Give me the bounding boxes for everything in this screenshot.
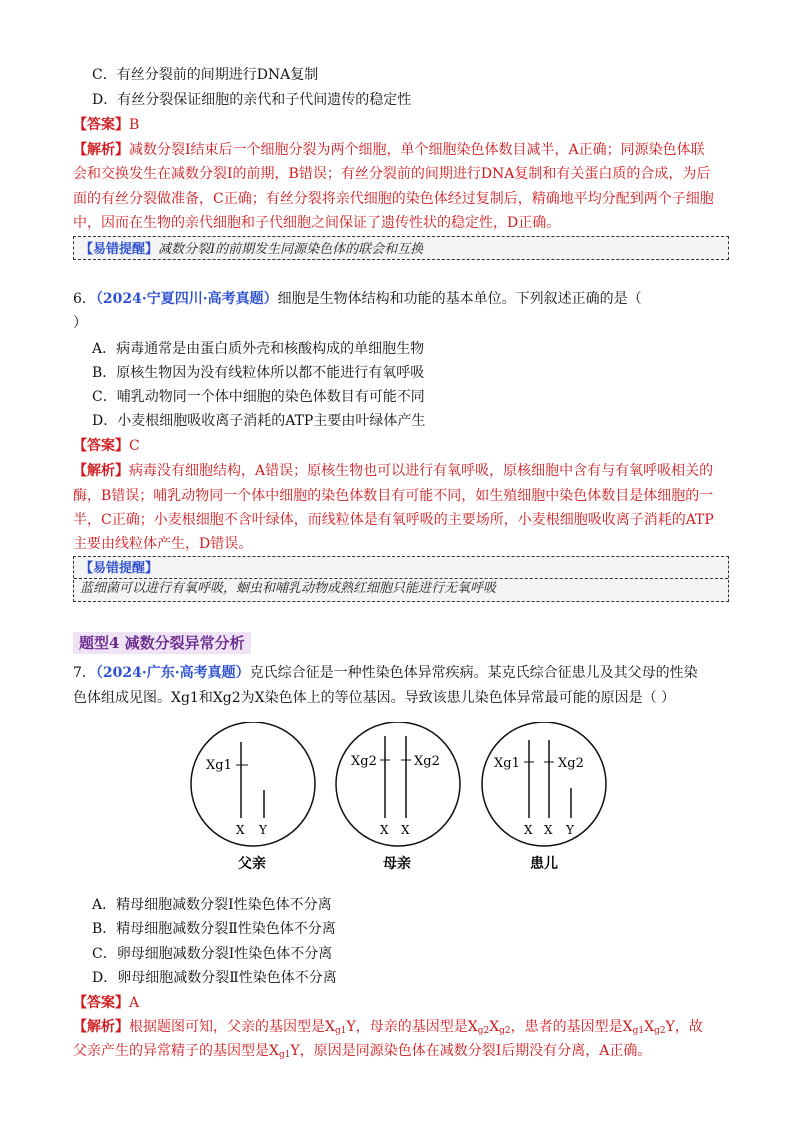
section-heading: 题型4 减数分裂异常分析 — [73, 632, 251, 654]
chromosome-label: X — [236, 823, 245, 837]
q6-analysis-line: 半，C正确；小麦根细胞不含叶绿体，而线粒体是有氧呼吸的主要场所，小麦根细胞吸收离子消耗的ATP — [73, 512, 714, 528]
question-number: 7． — [73, 665, 96, 681]
chromosome-label: X — [380, 823, 389, 837]
child-cell — [482, 722, 606, 872]
q6-stem-cont: ） — [73, 315, 87, 331]
tip-text: 减数分裂Ⅰ的前期发生同源染色体的联会和互换 — [158, 242, 424, 257]
q6-analysis-line: 酶，B错误；哺乳动物同一个体中细胞的染色体数目有可能不同，如生殖细胞中染色体数目是体细胞的一 — [73, 488, 714, 504]
cell-caption: 患儿 — [530, 856, 558, 872]
q6-answer — [73, 435, 140, 457]
gene-label: Xg2 — [351, 754, 377, 769]
tip-label: 【易错提醒】 — [80, 242, 159, 257]
q6-stem: 6．（2024·宁夏四川·高考真题）细胞是生物体结构和功能的基本单位。下列叙述正确的是（ — [73, 291, 642, 307]
cell-caption: 母亲 — [383, 856, 411, 872]
q5-analysis-line: 【解析】减数分裂Ⅰ结束后一个细胞分裂为两个细胞，单个细胞染色体数目减半，A正确；同源染色体联 — [73, 142, 705, 158]
answer-value: B — [129, 117, 140, 133]
chromosome-label: X — [524, 823, 533, 837]
q5-option-c: C．有丝分裂前的间期进行DNA复制 — [92, 67, 319, 83]
q7-stem-cont: 色体组成见图。Xg1和Xg2为X染色体上的等位基因。导致该患儿染色体异常最可能的原因是（ ） — [73, 690, 676, 706]
question-source: （2024·宁夏四川·高考真题） — [95, 291, 278, 307]
q6-option-b: B．原核生物因为没有线粒体所以都不能进行有氧呼吸 — [92, 365, 425, 381]
q7-option-d: D．卵母细胞减数分裂Ⅱ性染色体不分离 — [92, 970, 337, 986]
q6-option-c: C．哺乳动物同一个体中细胞的染色体数目有可能不同 — [92, 389, 425, 405]
q7-stem: 7．（2024·广东·高考真题）克氏综合征是一种性染色体异常疾病。某克氏综合征患儿及其父母的性染 — [73, 665, 698, 681]
gene-label: Xg2 — [558, 756, 584, 771]
q5-answer — [73, 114, 139, 136]
analysis-label: 【解析】 — [73, 463, 129, 479]
answer-value: A — [129, 995, 140, 1011]
q6-analysis-line: 【解析】病毒没有细胞结构，A错误；原核生物也可以进行有氧呼吸，原核细胞中含有与有氧呼吸相关的 — [73, 463, 714, 479]
cell-caption: 父亲 — [238, 856, 266, 872]
q5-analysis-line: 会和交换发生在减数分裂Ⅰ的前期，B错误；有丝分裂前的间期进行DNA复制和有关蛋白质的合成，为后 — [73, 166, 711, 182]
gene-label: Xg1 — [206, 758, 232, 773]
q5-analysis-line: 面的有丝分裂做准备，C正确；有丝分裂将亲代细胞的染色体经过复制后，精确地平均分配到两个子细胞 — [73, 191, 714, 207]
q7-option-a: A．精母细胞减数分裂Ⅰ性染色体不分离 — [92, 897, 332, 913]
chromosome-figure — [180, 722, 620, 882]
chromosome-label: X — [401, 823, 410, 837]
chromosome-label: Y — [566, 823, 574, 837]
q5-analysis-line: 中，因而在生物的亲代细胞和子代细胞之间保证了遗传性状的稳定性，D正确。 — [73, 215, 561, 231]
q6-option-a: A．病毒通常是由蛋白质外壳和核酸构成的单细胞生物 — [92, 341, 425, 357]
analysis-label: 【解析】 — [73, 1019, 129, 1035]
q7-analysis-line: 【解析】根据题图可知，父亲的基因型是$X_{g1}Y$，母亲的基因型是$X_{g2}X_{g2}$，患者的基因型是$X_{g1}X_{g2}Y$，故 — [73, 1019, 703, 1036]
gene-label: Xg1 — [494, 756, 520, 771]
q7-option-c: C．卵母细胞减数分裂Ⅰ性染色体不分离 — [92, 946, 333, 962]
question-source: （2024·广东·高考真题） — [95, 665, 250, 681]
q7-analysis-line: 父亲产生的异常精子的基因型是$X_{g1}Y$，原因是同源染色体在减数分裂Ⅰ后期没有分离，A正确。 — [73, 1043, 652, 1060]
question-number: 6． — [73, 291, 96, 307]
analysis-label: 【解析】 — [73, 142, 129, 158]
q7-answer — [73, 992, 139, 1014]
tip-text: 蓝细菌可以进行有氧呼吸，蛔虫和哺乳动物成熟红细胞只能进行无氧呼吸 — [74, 578, 728, 598]
q5-tip-box — [73, 236, 729, 260]
gene-label: Xg2 — [414, 754, 440, 769]
q6-option-d: D．小麦根细胞吸收离子消耗的ATP主要由叶绿体产生 — [92, 413, 426, 429]
answer-label: 【答案】 — [73, 995, 129, 1011]
q7-option-b: B．精母细胞减数分裂Ⅱ性染色体不分离 — [92, 921, 336, 937]
q5-option-d: D．有丝分裂保证细胞的亲代和子代间遗传的稳定性 — [92, 92, 412, 108]
answer-label: 【答案】 — [73, 438, 129, 454]
chromosome-label: X — [544, 823, 553, 837]
answer-label: 【答案】 — [73, 117, 129, 133]
tip-label: 【易错提醒】 — [80, 561, 159, 576]
father-cell — [191, 722, 315, 872]
q6-analysis-line: 主要由线粒体产生，D错误。 — [73, 536, 253, 552]
chromosome-label: Y — [259, 823, 267, 837]
mother-cell — [336, 722, 460, 872]
q6-tip-box — [73, 556, 729, 602]
answer-value: C — [129, 438, 140, 454]
